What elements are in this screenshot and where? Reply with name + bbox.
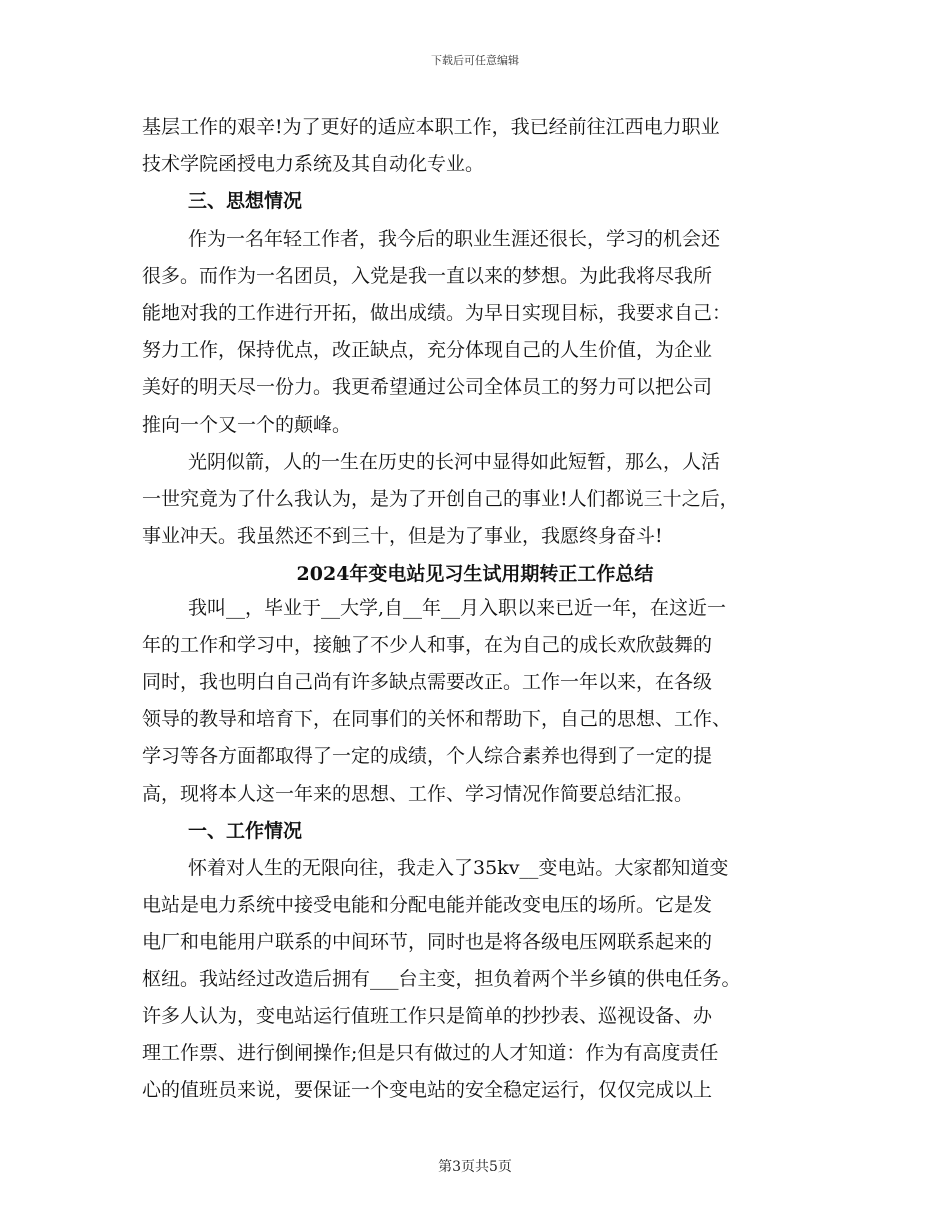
paragraph-line: 电厂和电能用户联系的中间环节，同时也是将各级电压网联系起来的: [142, 930, 713, 953]
paragraph-line: 理工作票、进行倒闸操作;但是只有做过的人才知道：作为有高度责任: [142, 1042, 719, 1065]
section-heading: 一、工作情况: [188, 819, 303, 842]
paragraph-line: 光阴似箭，人的一生在历史的长河中显得如此短暂，那么，人活: [188, 450, 721, 473]
paragraph-line: 基层工作的艰辛!为了更好的适应本职工作，我已经前往江西电力职业: [142, 116, 720, 138]
paragraph-line: 许多人认为，变电站运行值班工作只是简单的抄抄表、巡视设备、办: [142, 1005, 713, 1028]
paragraph-line: 同时，我也明白自己尚有许多缺点需要改正。工作一年以来，在各级: [142, 671, 713, 694]
paragraph-line: 怀着对人生的无限向往，我走入了35kv__变电站。大家都知道变: [188, 856, 729, 879]
paragraph-line: 能地对我的工作进行开拓，做出成绩。为早日实现目标，我要求自己：: [142, 302, 732, 324]
paragraph-line: 高，现将本人这一年来的思想、工作、学习情况作简要总结汇报。: [142, 782, 694, 805]
paragraph-line: 技术学院函授电力系统及其自动化专业。: [142, 153, 485, 176]
paragraph-line: 美好的明天尽一份力。我更希望通过公司全体员工的努力可以把公司: [142, 376, 713, 399]
paragraph-line: 我叫__，毕业于__大学,自__年__月入职以来已近一年，在这近一: [188, 597, 727, 619]
paragraph-line: 电站是电力系统中接受电能和分配电能并能改变电压的场所。它是发: [142, 893, 713, 916]
paragraph-line: 枢纽。我站经过改造后拥有___台主变，担负着两个半乡镇的供电任务。: [142, 968, 741, 990]
paragraph-line: 事业冲天。我虽然还不到三十，但是为了事业，我愿终身奋斗!: [142, 525, 663, 548]
page-number-footer: 第3页共5页: [438, 1159, 512, 1175]
paragraph-line: 心的值班员来说，要保证一个变电站的安全稳定运行，仅仅完成以上: [142, 1079, 713, 1102]
page-header-note: 下载后可任意编辑: [431, 54, 519, 67]
paragraph-line: 很多。而作为一名团员，入党是我一直以来的梦想。为此我将尽我所: [142, 264, 713, 287]
paragraph-line: 努力工作，保持优点，改正缺点，充分体现自己的人生价值，为企业: [142, 339, 713, 362]
paragraph-line: 一世究竟为了什么我认为，是为了开创自己的事业!人们都说三十之后，: [142, 488, 739, 510]
paragraph-line: 领导的教导和培育下，在同事们的关怀和帮助下，自己的思想、工作、: [142, 708, 732, 731]
paragraph-line: 学习等各方面都取得了一定的成绩，个人综合素养也得到了一定的提: [142, 745, 713, 768]
paragraph-line: 年的工作和学习中，接触了不少人和事，在为自己的成长欢欣鼓舞的: [142, 634, 713, 657]
paragraph-line: 作为一名年轻工作者，我今后的职业生涯还很长，学习的机会还: [188, 227, 721, 250]
document-title: 2024年变电站见习生试用期转正工作总结: [296, 563, 654, 585]
section-heading: 三、思想情况: [188, 190, 303, 213]
paragraph-line: 推向一个又一个的颠峰。: [142, 413, 352, 436]
